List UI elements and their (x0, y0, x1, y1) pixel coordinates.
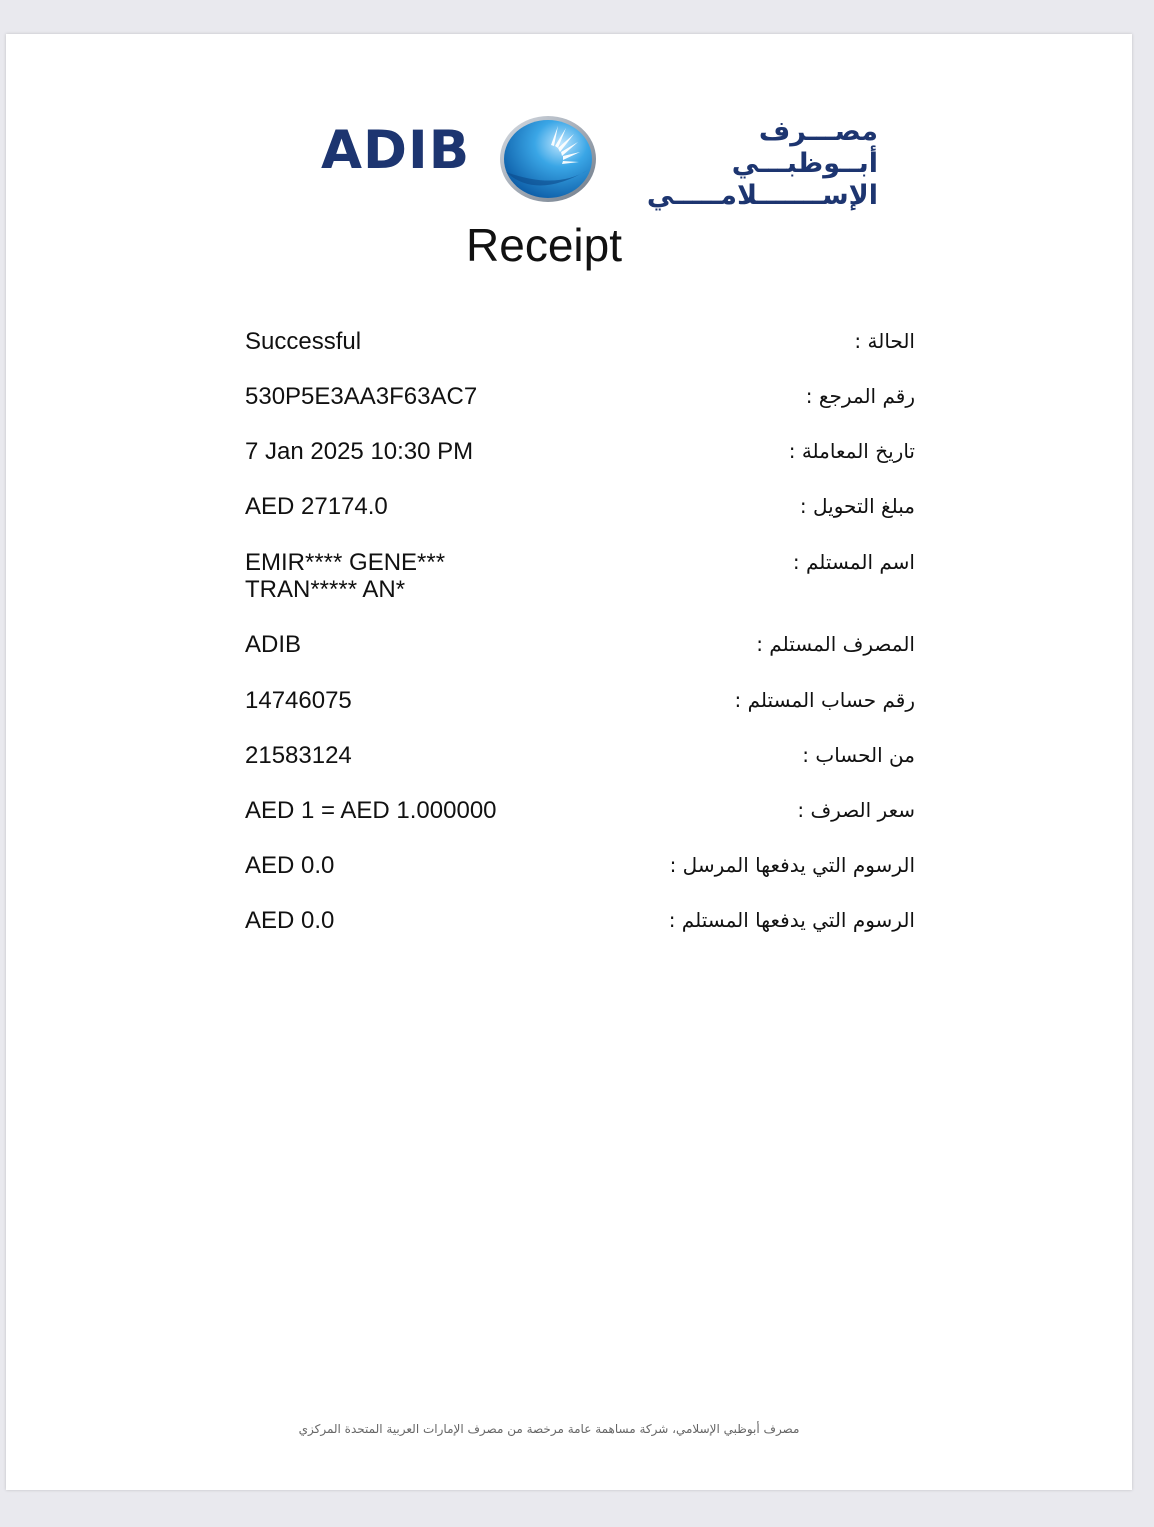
row-sender-fees (245, 852, 945, 912)
beneficiary-account-label: رقم حساب المستلم : (734, 688, 915, 712)
sender-fees-label: الرسوم التي يدفعها المرسل : (669, 853, 915, 877)
beneficiary-account-value: 14746075 (245, 687, 352, 714)
transaction-date-label: تاريخ المعاملة : (788, 439, 915, 463)
beneficiary-name-line2: TRAN***** AN* (245, 576, 406, 603)
reference-value: 530P5E3AA3F63AC7 (245, 383, 478, 410)
reference-label: رقم المرجع : (805, 384, 915, 408)
logo-ar-line1: مصـــرف أبــوظبـــي (731, 116, 878, 179)
row-beneficiary-bank (245, 631, 945, 691)
from-account-label: من الحساب : (802, 743, 915, 767)
beneficiary-name-label: اسم المستلم : (792, 550, 915, 574)
receipt-page (6, 34, 1132, 1490)
globe-icon (496, 112, 600, 206)
exchange-rate-label: سعر الصرف : (797, 798, 915, 822)
from-account-value: 21583124 (245, 742, 352, 769)
status-label: الحالة : (854, 329, 915, 353)
logo-text-ar (608, 116, 878, 212)
row-reference (245, 383, 945, 443)
row-beneficiary-name (245, 549, 945, 609)
status-value: Successful (245, 328, 362, 355)
logo-text-en: ADIB (321, 120, 471, 181)
beneficiary-fees-value: AED 0.0 (245, 907, 335, 934)
sender-fees-value: AED 0.0 (245, 852, 335, 879)
beneficiary-name-line1: EMIR**** GENE*** (245, 549, 446, 576)
transfer-amount-label: مبلغ التحويل : (799, 494, 915, 518)
page-title: Receipt (466, 219, 622, 271)
exchange-rate-value: AED 1 = AED 1.000000 (245, 797, 497, 824)
beneficiary-name-value (245, 549, 625, 603)
row-status (245, 328, 945, 388)
beneficiary-bank-value: ADIB (245, 631, 302, 658)
transfer-amount-value: AED 27174.0 (245, 493, 388, 520)
row-transfer-amount (245, 493, 945, 553)
row-exchange-rate (245, 797, 945, 857)
beneficiary-bank-label: المصرف المستلم : (756, 632, 915, 656)
adib-logo (318, 112, 888, 211)
row-beneficiary-account (245, 687, 945, 747)
logo-ar-line2: الإســـــــلامـــــي (646, 180, 878, 211)
transaction-date-value: 7 Jan 2025 10:30 PM (245, 438, 474, 465)
row-beneficiary-fees (245, 907, 945, 967)
beneficiary-fees-label: الرسوم التي يدفعها المستلم : (668, 908, 915, 932)
row-from-account (245, 742, 945, 802)
row-transaction-date (245, 438, 945, 498)
footer-disclaimer: مصرف أبوظبي الإسلامي، شركة مساهمة عامة مرخصة من مصرف الإمارات العربية المتحدة المركزي (298, 1422, 800, 1436)
